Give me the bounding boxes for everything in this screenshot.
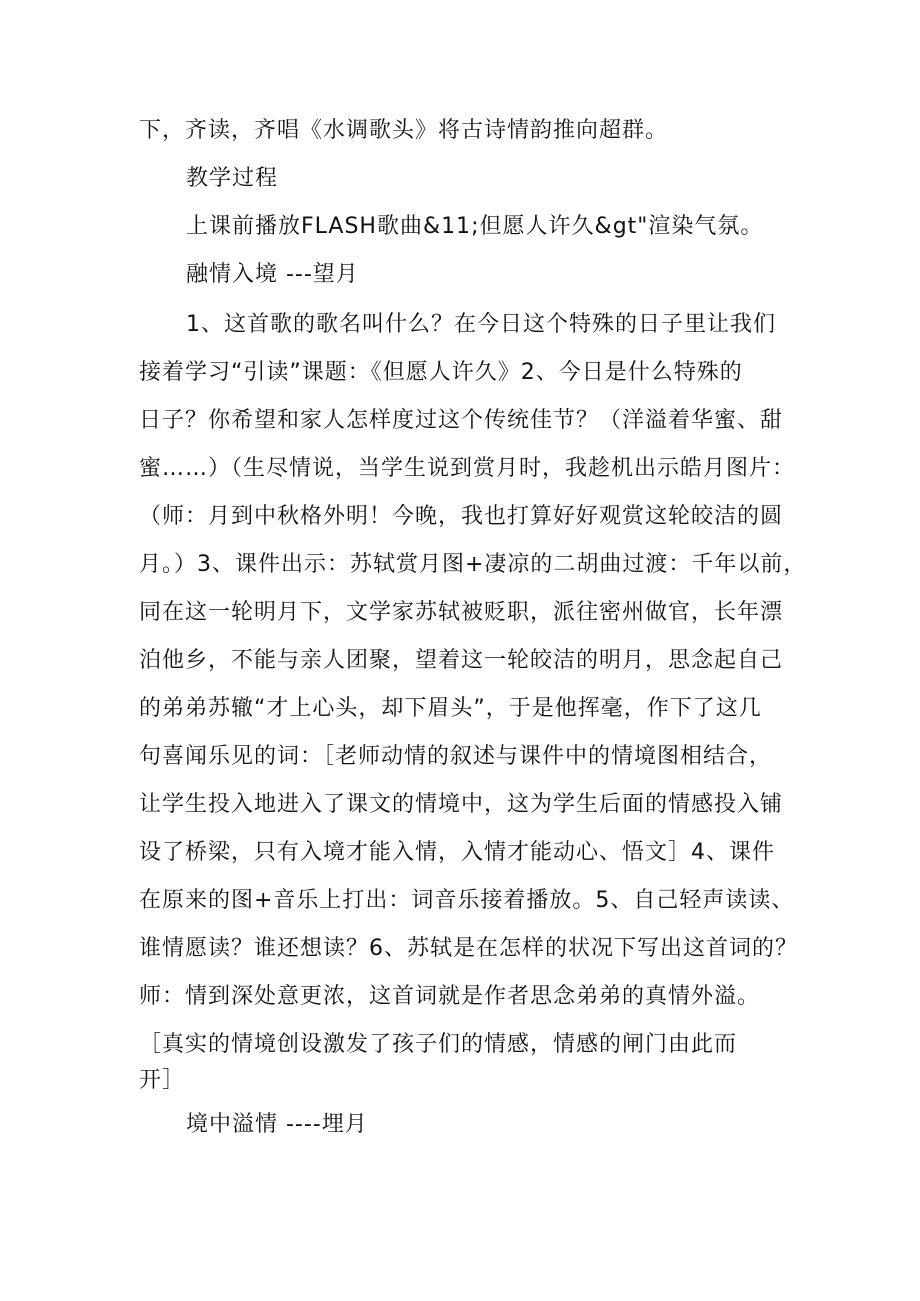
text-line-1: 下，齐读，齐唱《水调歌头》将古诗情韵推向超群。 <box>139 118 669 143</box>
text-line-12: 泊他乡，不能与亲人团聚，望着这一轮皎洁的明月，思念起自己 <box>139 648 784 673</box>
heading-teaching-process: 教学过程 <box>186 166 279 191</box>
text-line-13: 的弟弟苏辙“才上心头，却下眉头”，于是他挥毫，作下了这几 <box>139 696 762 721</box>
text-line-19: 师：情到深处意更浓，这首词就是作者思念弟弟的真情外溢。 <box>139 984 761 1009</box>
text-line-5: 1、这首歌的歌名叫什么？在今日这个特殊的日子里让我们 <box>186 312 776 337</box>
text-line-6: 接着学习“引读”课题：《但愿人许久》2、今日是什么特殊的 <box>139 360 743 385</box>
text-line-15: 让学生投入地进入了课文的情境中，这为学生后面的情感投入铺 <box>139 792 784 817</box>
text-line-11: 同在这一轮明月下，文学家苏轼被贬职，派往密州做官，长年漂 <box>139 600 784 625</box>
text-line-18: 谁情愿读？谁还想读？6、苏轼是在怎样的状况下写出这首词的？ <box>139 936 798 961</box>
text-line-9: （师：月到中秋格外明！今晚，我也打算好好观赏这轮皎洁的圆 <box>139 504 784 529</box>
text-line-3: 上课前播放FLASH歌曲&11;但愿人许久&gt"渲染气氛。 <box>186 214 764 239</box>
text-line-16: 设了桥梁，只有入境才能入情，入情才能动心、悟文］4、课件 <box>139 840 775 865</box>
text-line-17: 在原来的图+音乐上打出：词音乐接着播放。5、自己轻声读读、 <box>139 888 795 913</box>
text-line-21: 开］ <box>139 1068 186 1093</box>
text-line-20: ［真实的情境创设激发了孩子们的情感，情感的闸门由此而 <box>139 1032 738 1057</box>
heading-maiyue: 境中溢情 ----埋月 <box>186 1112 368 1137</box>
heading-wangyue: 融情入境 ---望月 <box>186 262 359 287</box>
text-line-7: 日子？你希望和家人怎样度过这个传统佳节？（洋溢着华蜜、甜 <box>139 408 784 433</box>
text-line-14: 句喜闻乐见的词：［老师动情的叙述与课件中的情境图相结合， <box>139 744 773 769</box>
text-line-8: 蜜……）（生尽情说，当学生说到赏月时，我趁机出示皓月图片： <box>139 456 796 481</box>
text-line-10: 月。）3、课件出示：苏轼赏月图+凄凉的二胡曲过渡：千年以前， <box>139 552 807 577</box>
